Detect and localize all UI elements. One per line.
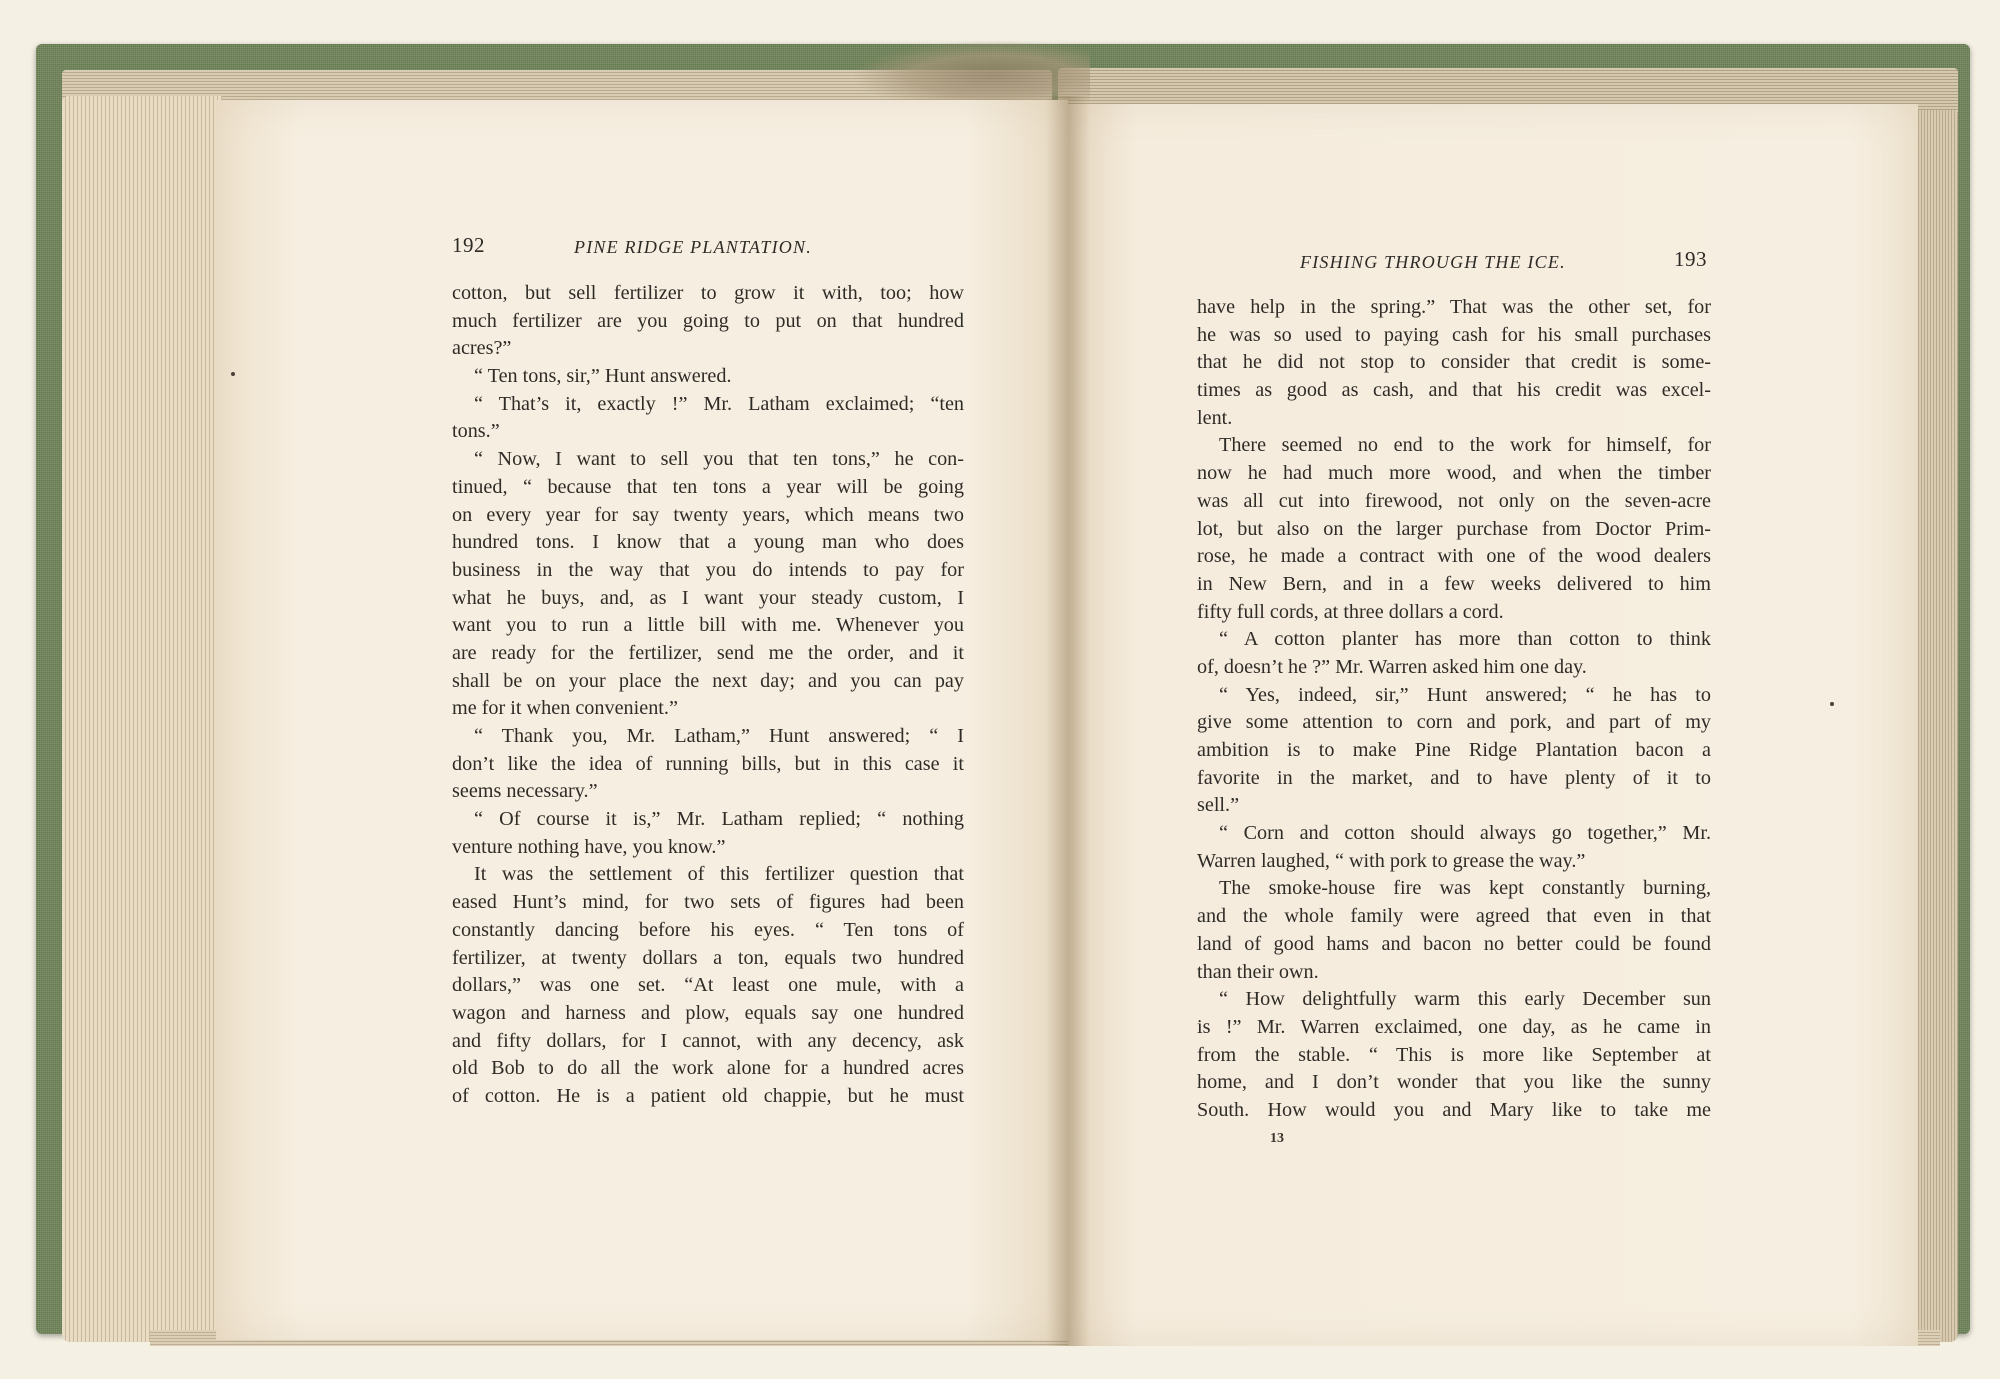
text-line: “ Thank you, Mr. Latham,” Hunt answered; “ I xyxy=(474,725,964,747)
text-line: The smoke-house fire was kept constantly burning, xyxy=(1219,877,1711,900)
text-line: give some attention to corn and pork, and part of my xyxy=(1197,711,1711,734)
text-line: cotton, but sell fertilizer to grow it with, too; how xyxy=(452,282,964,304)
text-line: “ Yes, indeed, sir,” Hunt answered; “ he has to xyxy=(1219,683,1711,706)
text-line: from the stable. “ This is more like September at xyxy=(1197,1043,1711,1066)
text-line: tinued, “ because that ten tons a year will be going xyxy=(452,475,964,498)
text-line: me for it when convenient.” xyxy=(452,697,678,720)
text-line: home, and I don’t wonder that you like the sunny xyxy=(1197,1071,1711,1094)
text-line: lent. xyxy=(1197,406,1233,429)
text-line: sell.” xyxy=(1197,794,1240,817)
text-line: fertilizer, at twenty dollars a ton, equals two hundred xyxy=(452,946,964,969)
text-line: “ Corn and cotton should always go together,” Mr. xyxy=(1219,822,1711,845)
text-line: and the whole family were agreed that even in that xyxy=(1197,905,1711,928)
text-line: don’t like the idea of running bills, but in this case it xyxy=(452,752,964,775)
text-line: have help in the spring.” That was the other set, for xyxy=(1197,296,1711,318)
text-line: ambition is to make Pine Ridge Plantation bacon a xyxy=(1197,739,1711,761)
text-line: are ready for the fertilizer, send me the order, and it xyxy=(452,641,964,664)
text-line: tons.” xyxy=(452,420,500,443)
text-line: seems necessary.” xyxy=(452,780,598,803)
text-line: Warren laughed, “ with pork to grease the way.” xyxy=(1197,849,1586,872)
left-page-text xyxy=(452,280,964,1111)
text-line: favorite in the market, and to have plenty of it to xyxy=(1197,766,1711,789)
text-line: “ Ten tons, sir,” Hunt answered. xyxy=(474,365,732,388)
text-line: acres?” xyxy=(452,337,512,360)
signature-mark: 13 xyxy=(1270,1131,1284,1146)
text-line: hundred tons. I know that a young man who does xyxy=(452,531,964,554)
book-gutter xyxy=(1046,96,1090,1346)
page-speck xyxy=(1830,702,1834,706)
text-line: “ How delightfully warm this early December sun xyxy=(1219,988,1711,1011)
page-speck xyxy=(231,372,235,376)
text-line: land of good hams and bacon no better could be found xyxy=(1197,932,1711,955)
text-line: is !” Mr. Warren exclaimed, one day, as he came in xyxy=(1197,1015,1711,1038)
text-line: that he did not stop to consider that credit is some- xyxy=(1197,351,1711,374)
right-running-title: FISHING THROUGH THE ICE. xyxy=(1300,252,1566,272)
text-line: It was the settlement of this fertilizer question that xyxy=(474,863,964,886)
text-line: There seemed no end to the work for himself, for xyxy=(1219,434,1711,457)
text-line: “ That’s it, exactly !” Mr. Latham exclaimed; “ten xyxy=(474,392,964,415)
left-page-number: 192 xyxy=(452,233,485,257)
text-line: “ A cotton planter has more than cotton to think xyxy=(1219,628,1711,651)
text-line: “ Of course it is,” Mr. Latham replied; “ nothing xyxy=(474,808,964,831)
text-line: “ Now, I want to sell you that ten tons,” he con- xyxy=(474,448,964,471)
right-page-text xyxy=(1197,294,1711,1125)
text-line: he was so used to paying cash for his small purchases xyxy=(1197,323,1711,346)
text-line: lot, but also on the larger purchase from Doctor Prim- xyxy=(1197,517,1711,540)
text-line: than their own. xyxy=(1197,960,1319,983)
right-page-number: 193 xyxy=(1674,247,1707,271)
text-line: was all cut into firewood, not only on the seven-acre xyxy=(1197,489,1711,512)
text-line: on every year for say twenty years, which means two xyxy=(452,503,964,526)
text-line: want you to run a little bill with me. Whenever you xyxy=(452,614,964,637)
text-line: business in the way that you do intends to pay for xyxy=(452,558,964,581)
spine-binding xyxy=(850,40,1090,100)
left-running-title: PINE RIDGE PLANTATION. xyxy=(574,237,812,257)
text-line: wagon and harness and plow, equals say one hundred xyxy=(452,1001,964,1024)
text-line: of cotton. He is a patient old chappie, but he must xyxy=(452,1084,964,1107)
text-line: and fifty dollars, for I cannot, with any decency, ask xyxy=(452,1029,964,1052)
text-line: in New Bern, and in a few weeks delivered to him xyxy=(1197,572,1711,595)
text-line: South. How would you and Mary like to take me xyxy=(1197,1098,1711,1121)
text-line: eased Hunt’s mind, for two sets of figures had been xyxy=(452,891,964,914)
text-line: fifty full cords, at three dollars a cord. xyxy=(1197,600,1504,623)
text-line: what he buys, and, as I want your steady custom, I xyxy=(452,586,964,609)
text-line: venture nothing have, you know.” xyxy=(452,835,726,858)
text-line: much fertilizer are you going to put on that hundred xyxy=(452,309,964,332)
text-line: dollars,” was one set. “At least one mule, with a xyxy=(452,974,964,997)
text-line: now he had much more wood, and when the timber xyxy=(1197,462,1711,485)
text-line: constantly dancing before his eyes. “ Ten tons of xyxy=(452,918,964,941)
page-edges-left xyxy=(62,96,222,1342)
text-line: old Bob to do all the work alone for a hundred acres xyxy=(452,1057,964,1080)
text-line: rose, he made a contract with one of the wood dealers xyxy=(1197,545,1711,568)
text-line: times as good as cash, and that his credit was excel- xyxy=(1197,379,1711,402)
text-line: of, doesn’t he ?” Mr. Warren asked him one day. xyxy=(1197,655,1587,678)
text-line: shall be on your place the next day; and you can pay xyxy=(452,669,964,692)
